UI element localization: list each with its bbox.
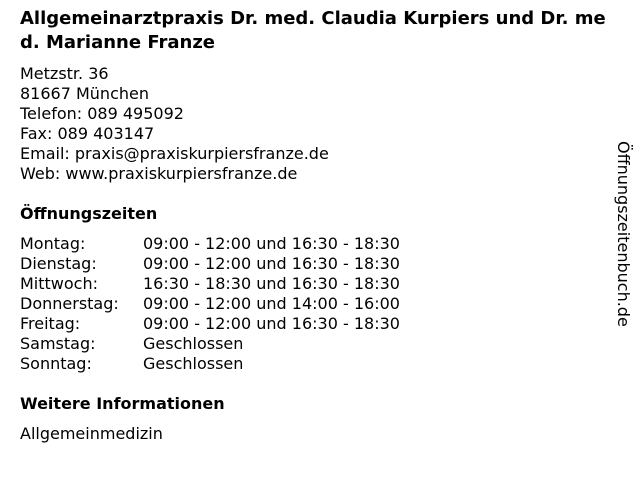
site-brand-label: Öffnungszeitenbuch.de: [614, 141, 633, 327]
day-label: Sonntag:: [20, 354, 92, 373]
contact-block: [20, 64, 329, 184]
hours-row-tuesday: [20, 254, 400, 274]
day-label: Dienstag:: [20, 254, 97, 273]
day-label: Montag:: [20, 234, 86, 253]
fax-number: Fax: 089 403147: [20, 124, 155, 143]
hours-row-thursday: [20, 294, 400, 314]
opening-hours-heading: Öffnungszeiten: [20, 204, 158, 223]
hours-row-wednesday: [20, 274, 400, 294]
hours-row-saturday: [20, 334, 400, 354]
day-label: Samstag:: [20, 334, 96, 353]
specialty-text: Allgemeinmedizin: [20, 424, 163, 443]
day-hours: 09:00 - 12:00 und 14:00 - 16:00: [143, 294, 400, 313]
practice-title: Allgemeinarztpraxis Dr. med. Claudia Kurpiers und Dr. med. Marianne Franze: [20, 8, 606, 53]
hours-row-friday: [20, 314, 400, 334]
hours-row-sunday: [20, 354, 400, 374]
hours-row-monday: [20, 234, 400, 254]
day-label: Donnerstag:: [20, 294, 119, 313]
phone-number: Telefon: 089 495092: [20, 104, 184, 123]
day-hours: 16:30 - 18:30 und 16:30 - 18:30: [143, 274, 400, 293]
city-postcode: 81667 München: [20, 84, 149, 103]
day-hours: 09:00 - 12:00 und 16:30 - 18:30: [143, 254, 400, 273]
opening-hours-table: [20, 234, 400, 374]
email-address: Email: praxis@praxiskurpiersfranze.de: [20, 144, 329, 163]
street-address: Metzstr. 36: [20, 64, 109, 83]
more-info-heading: Weitere Informationen: [20, 394, 225, 413]
day-hours: Geschlossen: [143, 354, 244, 373]
day-hours: 09:00 - 12:00 und 16:30 - 18:30: [143, 314, 400, 333]
day-hours: 09:00 - 12:00 und 16:30 - 18:30: [143, 234, 400, 253]
day-label: Mittwoch:: [20, 274, 98, 293]
website-address: Web: www.praxiskurpiersfranze.de: [20, 164, 298, 183]
day-hours: Geschlossen: [143, 334, 244, 353]
day-label: Freitag:: [20, 314, 81, 333]
